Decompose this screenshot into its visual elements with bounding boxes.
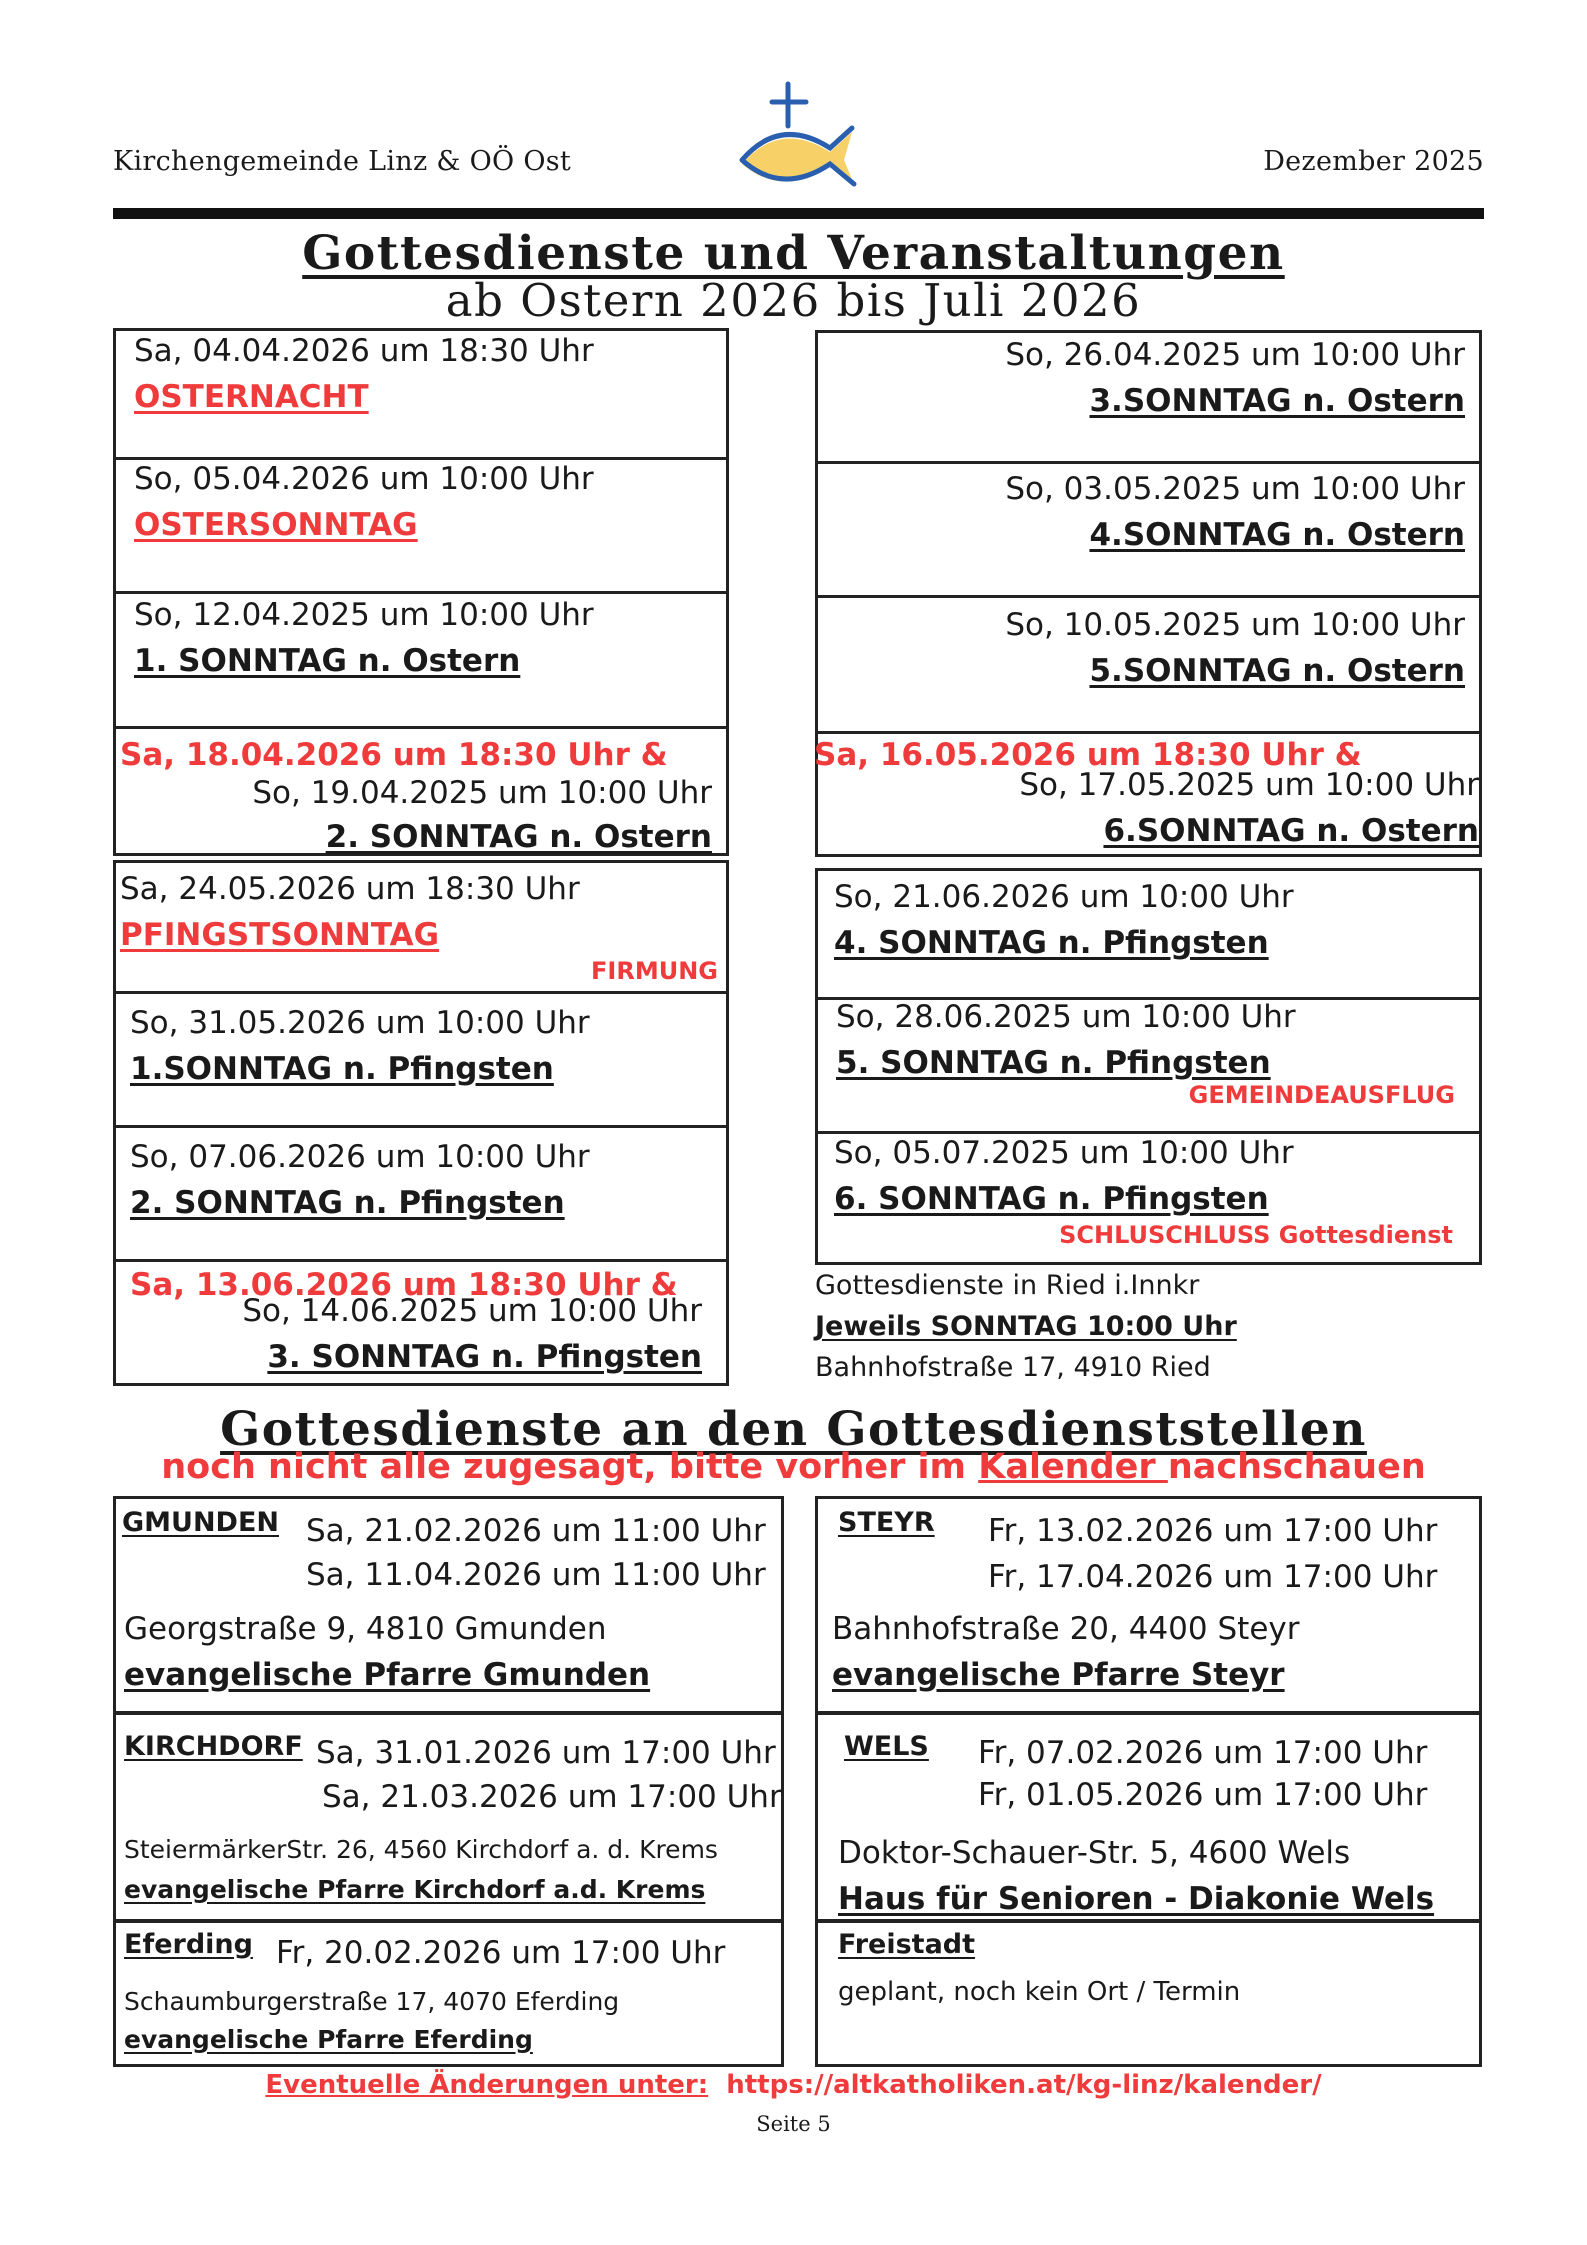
- ried-address: Bahnhofstraße 17, 4910 Ried: [815, 1352, 1211, 1383]
- location-address: Schaumburgerstraße 17, 4070 Eferding: [124, 1987, 620, 2016]
- location-address: SteiermärkerStr. 26, 4560 Kirchdorf a. d. Krems: [124, 1835, 718, 1864]
- location-address: geplant, noch kein Ort / Termin: [838, 1977, 1241, 2007]
- location-place: Haus für Senioren - Diakonie Wels: [838, 1881, 1435, 1917]
- service-date: So, 17.05.2025 um 10:00 Uhr: [1019, 767, 1479, 803]
- location-box-freistadt: [815, 1920, 1482, 2067]
- service-name: OSTERNACHT: [134, 379, 369, 415]
- location-box-kirchdorf: [113, 1712, 784, 1922]
- service-date: So, 12.04.2025 um 10:00 Uhr: [134, 597, 594, 633]
- service-date: So, 21.06.2026 um 10:00 Uhr: [834, 879, 1294, 915]
- kalender-link[interactable]: Kalender: [978, 1447, 1168, 1487]
- page-title: Gottesdienste und Veranstaltungen: [302, 226, 1285, 281]
- location-date: Sa, 11.04.2026 um 11:00 Uhr: [306, 1557, 766, 1593]
- location-place: evangelische Pfarre Gmunden: [124, 1657, 651, 1693]
- location-box-steyr: [815, 1496, 1482, 1714]
- location-name: Freistadt: [838, 1929, 976, 1960]
- fish-cross-icon: [736, 80, 860, 190]
- location-place: evangelische Pfarre Eferding: [124, 2025, 533, 2054]
- schedule-box-easter-left: [113, 328, 729, 856]
- location-date: Fr, 01.05.2026 um 17:00 Uhr: [978, 1777, 1428, 1813]
- service-name: 4. SONNTAG n. Pfingsten: [834, 925, 1269, 961]
- service-date: Sa, 04.04.2026 um 18:30 Uhr: [134, 333, 594, 369]
- service-name: OSTERSONNTAG: [134, 507, 418, 543]
- service-name: 4.SONNTAG n. Ostern: [1089, 517, 1465, 553]
- stellen-title: Gottesdienste an den Gottesdienststellen: [220, 1402, 1367, 1457]
- location-address: Georgstraße 9, 4810 Gmunden: [124, 1611, 607, 1647]
- location-box-wels: [815, 1712, 1482, 1922]
- service-note: GEMEINDEAUSFLUG: [1188, 1081, 1455, 1109]
- location-name: WELS: [844, 1731, 929, 1762]
- header-rule: [113, 208, 1484, 219]
- location-name: KIRCHDORF: [124, 1731, 303, 1762]
- parish-name: Kirchengemeinde Linz & OÖ Ost: [113, 146, 572, 177]
- service-date-eve: Sa, 13.06.2026 um 18:30 Uhr &: [130, 1267, 678, 1303]
- service-name: PFINGSTSONNTAG: [120, 917, 440, 953]
- location-box-eferding: [113, 1920, 784, 2067]
- location-date: Sa, 31.01.2026 um 17:00 Uhr: [316, 1735, 776, 1771]
- location-date: Fr, 17.04.2026 um 17:00 Uhr: [988, 1559, 1438, 1595]
- service-name: 6.SONNTAG n. Ostern: [1103, 813, 1479, 849]
- location-address: Doktor-Schauer-Str. 5, 4600 Wels: [838, 1835, 1351, 1871]
- service-date: Sa, 24.05.2026 um 18:30 Uhr: [120, 871, 580, 907]
- location-date: Fr, 20.02.2026 um 17:00 Uhr: [276, 1935, 726, 1971]
- stellen-notice: [0, 1447, 1587, 1487]
- page-subtitle: ab Ostern 2026 bis Juli 2026: [445, 274, 1142, 327]
- schedule-box-pentecost-left: [113, 860, 729, 1386]
- calendar-url-link[interactable]: https://altkatholiken.at/kg-linz/kalender/: [726, 2070, 1322, 2100]
- service-name: 6. SONNTAG n. Pfingsten: [834, 1181, 1269, 1217]
- schedule-box-pentecost-right: [815, 868, 1482, 1265]
- location-address: Bahnhofstraße 20, 4400 Steyr: [832, 1611, 1300, 1647]
- location-place: evangelische Pfarre Steyr: [832, 1657, 1285, 1693]
- location-name: GMUNDEN: [122, 1507, 280, 1538]
- service-date: So, 14.06.2025 um 10:00 Uhr: [242, 1293, 702, 1329]
- location-place: evangelische Pfarre Kirchdorf a.d. Krems: [124, 1875, 706, 1904]
- service-name: 5.SONNTAG n. Ostern: [1089, 653, 1465, 689]
- service-name: 2. SONNTAG n. Ostern: [325, 819, 712, 855]
- service-name: 3. SONNTAG n. Pfingsten: [267, 1339, 702, 1375]
- service-date: So, 10.05.2025 um 10:00 Uhr: [1005, 607, 1465, 643]
- footer-changes: [0, 2070, 1587, 2100]
- location-name: STEYR: [838, 1507, 935, 1538]
- service-note: FIRMUNG: [591, 957, 718, 985]
- location-box-gmunden: [113, 1496, 784, 1714]
- service-date: So, 26.04.2025 um 10:00 Uhr: [1005, 337, 1465, 373]
- service-name: 3.SONNTAG n. Ostern: [1089, 383, 1465, 419]
- service-name: 2. SONNTAG n. Pfingsten: [130, 1185, 565, 1221]
- location-date: Fr, 13.02.2026 um 17:00 Uhr: [988, 1513, 1438, 1549]
- ried-time: Jeweils SONNTAG 10:00 Uhr: [815, 1311, 1237, 1342]
- service-name: 1. SONNTAG n. Ostern: [134, 643, 521, 679]
- ried-title: Gottesdienste in Ried i.Innkr: [815, 1270, 1200, 1301]
- service-date-eve: Sa, 16.05.2026 um 18:30 Uhr &: [814, 737, 1362, 773]
- location-date: Sa, 21.02.2026 um 11:00 Uhr: [306, 1513, 766, 1549]
- page-number: Seite 5: [756, 2112, 831, 2136]
- service-date: So, 05.04.2026 um 10:00 Uhr: [134, 461, 594, 497]
- notice-text-end: nachschauen: [1167, 1447, 1426, 1487]
- service-date: So, 19.04.2025 um 10:00 Uhr: [252, 775, 712, 811]
- service-name: 5. SONNTAG n. Pfingsten: [836, 1045, 1271, 1081]
- service-note: SCHLUSCHLUSS Gottesdienst: [1059, 1221, 1453, 1249]
- changes-label: Eventuelle Änderungen unter:: [265, 2070, 709, 2100]
- service-date: So, 03.05.2025 um 10:00 Uhr: [1005, 471, 1465, 507]
- service-date: So, 05.07.2025 um 10:00 Uhr: [834, 1135, 1294, 1171]
- service-date: So, 31.05.2026 um 10:00 Uhr: [130, 1005, 590, 1041]
- notice-text: noch nicht alle zugesagt, bitte vorher im: [161, 1447, 979, 1487]
- issue-month: Dezember 2025: [1263, 146, 1484, 177]
- schedule-box-easter-right: [815, 330, 1482, 857]
- location-name: Eferding: [124, 1929, 253, 1960]
- service-date-eve: Sa, 18.04.2026 um 18:30 Uhr &: [120, 737, 668, 773]
- service-date: So, 07.06.2026 um 10:00 Uhr: [130, 1139, 590, 1175]
- service-name: 1.SONNTAG n. Pfingsten: [130, 1051, 554, 1087]
- service-date: So, 28.06.2025 um 10:00 Uhr: [836, 999, 1296, 1035]
- location-date: Sa, 21.03.2026 um 17:00 Uhr: [322, 1779, 782, 1815]
- location-date: Fr, 07.02.2026 um 17:00 Uhr: [978, 1735, 1428, 1771]
